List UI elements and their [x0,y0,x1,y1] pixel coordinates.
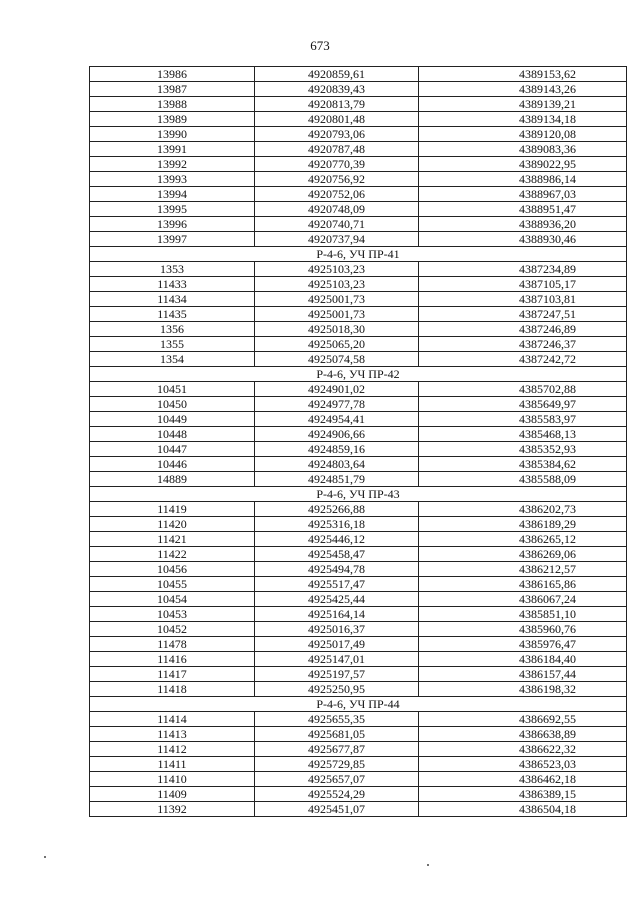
x-coordinate-cell: 4925018,30 [255,322,419,337]
point-number-cell: 13987 [90,82,255,97]
x-coordinate-cell: 4920787,48 [255,142,419,157]
x-coordinate-cell: 4925655,35 [255,712,419,727]
table-row [90,562,627,577]
table-row [90,517,627,532]
y-coordinate-cell: 4386523,03 [419,757,627,772]
y-coordinate-cell: 4385649,97 [419,397,627,412]
table-row [90,742,627,757]
table-row [90,202,627,217]
x-coordinate-cell: 4925103,23 [255,262,419,277]
point-number-cell: 11435 [90,307,255,322]
y-coordinate-cell: 4389153,62 [419,67,627,82]
x-coordinate-cell: 4925524,29 [255,787,419,802]
table-row [90,157,627,172]
x-coordinate-cell: 4924803,64 [255,457,419,472]
y-coordinate-cell: 4388951,47 [419,202,627,217]
y-coordinate-cell: 4385384,62 [419,457,627,472]
table-row [90,292,627,307]
table-row [90,307,627,322]
point-number-cell: 11422 [90,547,255,562]
x-coordinate-cell: 4920859,61 [255,67,419,82]
x-coordinate-cell: 4925250,95 [255,682,419,697]
table-row [90,382,627,397]
table-row [90,727,627,742]
table-row [90,667,627,682]
x-coordinate-cell: 4925016,37 [255,622,419,637]
point-number-cell: 10454 [90,592,255,607]
table-row [90,757,627,772]
point-number-cell: 13988 [90,97,255,112]
point-number-cell: 11392 [90,802,255,817]
y-coordinate-cell: 4386504,18 [419,802,627,817]
point-number-cell: 1353 [90,262,255,277]
x-coordinate-cell: 4925017,49 [255,637,419,652]
scan-speck [44,856,46,858]
table-row [90,457,627,472]
x-coordinate-cell: 4920756,92 [255,172,419,187]
x-coordinate-cell: 4925197,57 [255,667,419,682]
x-coordinate-cell: 4925677,87 [255,742,419,757]
table-row [90,352,627,367]
point-number-cell: 11414 [90,712,255,727]
table-row [90,592,627,607]
y-coordinate-cell: 4389120,08 [419,127,627,142]
table-row [90,712,627,727]
y-coordinate-cell: 4386265,12 [419,532,627,547]
x-coordinate-cell: 4925103,23 [255,277,419,292]
point-number-cell: 11420 [90,517,255,532]
y-coordinate-cell: 4385352,93 [419,442,627,457]
table-row [90,532,627,547]
y-coordinate-cell: 4386189,29 [419,517,627,532]
point-number-cell: 13997 [90,232,255,247]
table-row [90,322,627,337]
point-number-cell: 10448 [90,427,255,442]
x-coordinate-cell: 4925681,05 [255,727,419,742]
y-coordinate-cell: 4386622,32 [419,742,627,757]
section-title: Р-4-6, УЧ ПР-42 [90,367,627,382]
x-coordinate-cell: 4924954,41 [255,412,419,427]
section-header-row [90,247,627,262]
point-number-cell: 11433 [90,277,255,292]
table-row [90,112,627,127]
y-coordinate-cell: 4387103,81 [419,292,627,307]
x-coordinate-cell: 4925001,73 [255,307,419,322]
point-number-cell: 13993 [90,172,255,187]
point-number-cell: 1355 [90,337,255,352]
point-number-cell: 10455 [90,577,255,592]
x-coordinate-cell: 4924851,79 [255,472,419,487]
y-coordinate-cell: 4386462,18 [419,772,627,787]
point-number-cell: 11434 [90,292,255,307]
x-coordinate-cell: 4925065,20 [255,337,419,352]
x-coordinate-cell: 4925657,07 [255,772,419,787]
table-row [90,172,627,187]
coordinates-table-body [90,67,627,817]
table-row [90,802,627,817]
page-number: 673 [310,38,330,53]
section-header-row [90,487,627,502]
y-coordinate-cell: 4388936,20 [419,217,627,232]
table-row [90,682,627,697]
y-coordinate-cell: 4386212,57 [419,562,627,577]
x-coordinate-cell: 4924859,16 [255,442,419,457]
y-coordinate-cell: 4387246,37 [419,337,627,352]
point-number-cell: 13990 [90,127,255,142]
point-number-cell: 11417 [90,667,255,682]
point-number-cell: 10456 [90,562,255,577]
x-coordinate-cell: 4925001,73 [255,292,419,307]
table-row [90,427,627,442]
table-row [90,277,627,292]
y-coordinate-cell: 4387234,89 [419,262,627,277]
y-coordinate-cell: 4386389,15 [419,787,627,802]
y-coordinate-cell: 4385583,97 [419,412,627,427]
table-row [90,472,627,487]
y-coordinate-cell: 4387242,72 [419,352,627,367]
y-coordinate-cell: 4387105,17 [419,277,627,292]
point-number-cell: 11416 [90,652,255,667]
y-coordinate-cell: 4388986,14 [419,172,627,187]
x-coordinate-cell: 4924901,02 [255,382,419,397]
point-number-cell: 10451 [90,382,255,397]
table-row [90,187,627,202]
x-coordinate-cell: 4920740,71 [255,217,419,232]
y-coordinate-cell: 4385851,10 [419,607,627,622]
y-coordinate-cell: 4387247,51 [419,307,627,322]
point-number-cell: 11410 [90,772,255,787]
point-number-cell: 10452 [90,622,255,637]
table-row [90,652,627,667]
x-coordinate-cell: 4920801,48 [255,112,419,127]
point-number-cell: 11418 [90,682,255,697]
section-header-row [90,367,627,382]
y-coordinate-cell: 4389139,21 [419,97,627,112]
section-title: Р-4-6, УЧ ПР-43 [90,487,627,502]
y-coordinate-cell: 4388967,03 [419,187,627,202]
x-coordinate-cell: 4925517,47 [255,577,419,592]
table-row [90,787,627,802]
x-coordinate-cell: 4920748,09 [255,202,419,217]
point-number-cell: 10449 [90,412,255,427]
point-number-cell: 10446 [90,457,255,472]
coordinates-table [89,66,627,817]
y-coordinate-cell: 4388930,46 [419,232,627,247]
point-number-cell: 11413 [90,727,255,742]
table-row [90,547,627,562]
table-row [90,577,627,592]
x-coordinate-cell: 4920813,79 [255,97,419,112]
y-coordinate-cell: 4385702,88 [419,382,627,397]
y-coordinate-cell: 4386067,24 [419,592,627,607]
point-number-cell: 1354 [90,352,255,367]
point-number-cell: 1356 [90,322,255,337]
x-coordinate-cell: 4920770,39 [255,157,419,172]
y-coordinate-cell: 4389143,26 [419,82,627,97]
point-number-cell: 13992 [90,157,255,172]
point-number-cell: 11478 [90,637,255,652]
table-row [90,97,627,112]
table-row [90,217,627,232]
point-number-cell: 10453 [90,607,255,622]
x-coordinate-cell: 4924906,66 [255,427,419,442]
table-row [90,637,627,652]
point-number-cell: 11412 [90,742,255,757]
x-coordinate-cell: 4920793,06 [255,127,419,142]
section-title: Р-4-6, УЧ ПР-41 [90,247,627,262]
table-row [90,412,627,427]
x-coordinate-cell: 4925074,58 [255,352,419,367]
y-coordinate-cell: 4387246,89 [419,322,627,337]
table-row [90,337,627,352]
table-row [90,67,627,82]
scan-speck [427,864,429,866]
y-coordinate-cell: 4385588,09 [419,472,627,487]
x-coordinate-cell: 4925451,07 [255,802,419,817]
x-coordinate-cell: 4925147,01 [255,652,419,667]
x-coordinate-cell: 4925494,78 [255,562,419,577]
x-coordinate-cell: 4924977,78 [255,397,419,412]
y-coordinate-cell: 4385468,13 [419,427,627,442]
point-number-cell: 11421 [90,532,255,547]
point-number-cell: 11411 [90,757,255,772]
point-number-cell: 10450 [90,397,255,412]
y-coordinate-cell: 4386638,89 [419,727,627,742]
point-number-cell: 13994 [90,187,255,202]
table-row [90,622,627,637]
section-header-row [90,697,627,712]
point-number-cell: 14889 [90,472,255,487]
section-title: Р-4-6, УЧ ПР-44 [90,697,627,712]
x-coordinate-cell: 4925729,85 [255,757,419,772]
table-row [90,442,627,457]
table-row [90,142,627,157]
point-number-cell: 13989 [90,112,255,127]
table-row [90,82,627,97]
y-coordinate-cell: 4386269,06 [419,547,627,562]
y-coordinate-cell: 4389083,36 [419,142,627,157]
y-coordinate-cell: 4386165,86 [419,577,627,592]
point-number-cell: 13986 [90,67,255,82]
x-coordinate-cell: 4925446,12 [255,532,419,547]
x-coordinate-cell: 4925458,47 [255,547,419,562]
point-number-cell: 13996 [90,217,255,232]
point-number-cell: 13995 [90,202,255,217]
table-row [90,502,627,517]
table-row [90,127,627,142]
y-coordinate-cell: 4386157,44 [419,667,627,682]
x-coordinate-cell: 4920839,43 [255,82,419,97]
y-coordinate-cell: 4386184,40 [419,652,627,667]
x-coordinate-cell: 4925316,18 [255,517,419,532]
y-coordinate-cell: 4386692,55 [419,712,627,727]
table-row [90,262,627,277]
x-coordinate-cell: 4925266,88 [255,502,419,517]
table-row [90,772,627,787]
x-coordinate-cell: 4920752,06 [255,187,419,202]
point-number-cell: 13991 [90,142,255,157]
x-coordinate-cell: 4925425,44 [255,592,419,607]
point-number-cell: 10447 [90,442,255,457]
x-coordinate-cell: 4925164,14 [255,607,419,622]
y-coordinate-cell: 4386198,32 [419,682,627,697]
point-number-cell: 11419 [90,502,255,517]
x-coordinate-cell: 4920737,94 [255,232,419,247]
table-row [90,607,627,622]
y-coordinate-cell: 4385960,76 [419,622,627,637]
point-number-cell: 11409 [90,787,255,802]
y-coordinate-cell: 4386202,73 [419,502,627,517]
y-coordinate-cell: 4385976,47 [419,637,627,652]
y-coordinate-cell: 4389022,95 [419,157,627,172]
table-row [90,232,627,247]
table-row [90,397,627,412]
y-coordinate-cell: 4389134,18 [419,112,627,127]
